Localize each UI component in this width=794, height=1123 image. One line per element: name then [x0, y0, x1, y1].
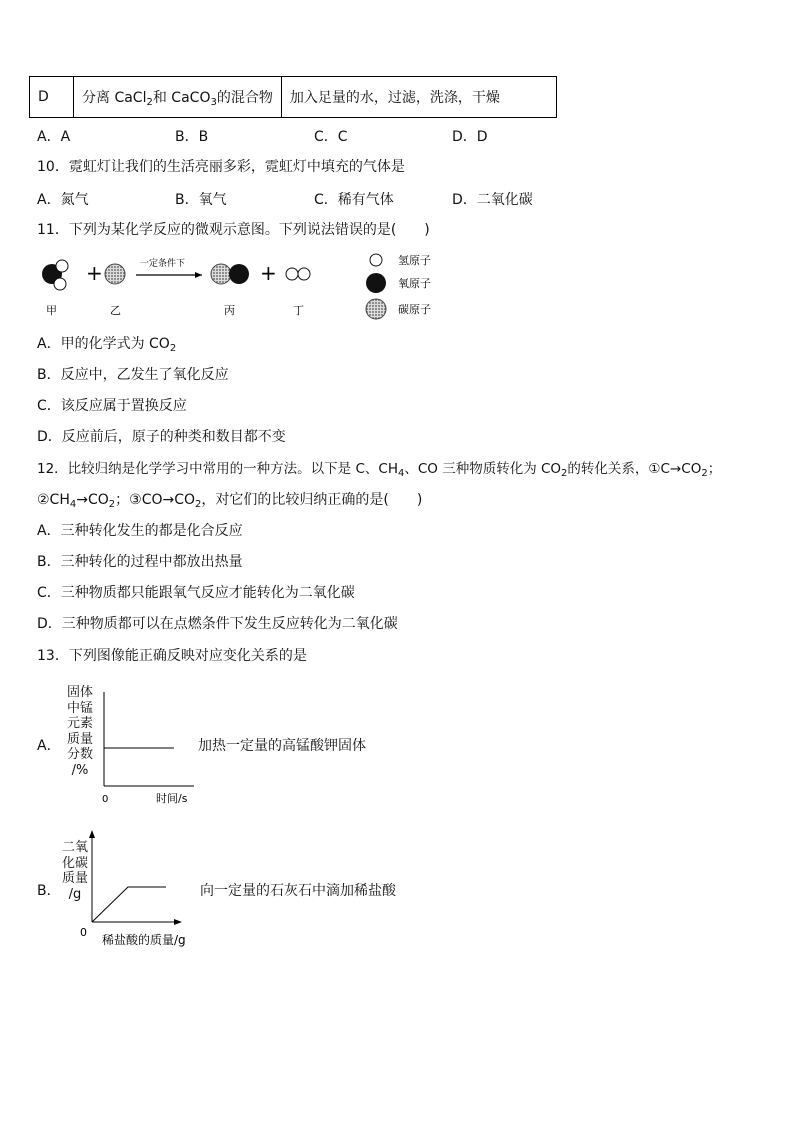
- q13-stem: 13．下列图像能正确反映对应变化关系的是: [37, 648, 307, 664]
- q12-stem-line1: 12．比较归纳是化学学习中常用的一种方法。以下是 C、$CH_4$、CO 三种物质转化为 $CO_2$的转化关系，$①C\to CO_2$；: [37, 461, 722, 479]
- graph-b: [78, 826, 208, 950]
- q9-option-b[interactable]: B．B: [175, 129, 209, 145]
- q11-option-c[interactable]: C．该反应属于置换反应: [37, 398, 187, 414]
- graph-b-ylabel: 二氧 化碳 质量 /g: [61, 840, 88, 902]
- legend-oxygen-icon: [366, 273, 386, 293]
- q11-option-b[interactable]: B．反应中，乙发生了氧化反应: [37, 367, 229, 383]
- arrowhead-icon: [195, 272, 202, 278]
- q9-option-a[interactable]: A．A: [37, 129, 71, 145]
- legend-carbon: 碳原子: [398, 303, 431, 316]
- q11-stem: 11．下列为某化学反应的微观示意图。下列说法错误的是( ): [37, 222, 430, 238]
- label-bing: 丙: [224, 304, 235, 317]
- label-ding: 丁: [293, 304, 304, 317]
- q10-option-a[interactable]: A．氮气: [37, 192, 89, 208]
- q12-option-c[interactable]: C．三种物质都只能跟氧气反应才能转化为二氧化碳: [37, 585, 355, 601]
- q10-options: [37, 189, 757, 207]
- graph-a-caption: 加热一定量的高锰酸钾固体: [198, 738, 366, 754]
- graph-b-caption: 向一定量的石灰石中滴加稀盐酸: [200, 883, 396, 899]
- row-method: 加入足量的水，过滤，洗涤，干燥: [281, 77, 556, 118]
- label-jia: 甲: [46, 304, 57, 317]
- legend-carbon-icon: [366, 299, 386, 319]
- q11-option-d[interactable]: D．反应前后，原子的种类和数目都不变: [37, 429, 286, 445]
- molecule-yi: [105, 264, 125, 284]
- q12-option-b[interactable]: B．三种转化的过程中都放出热量: [37, 554, 243, 570]
- q9-options: [37, 126, 757, 144]
- q12-stem-line2: $②CH_4\to CO_2$；$③CO\to CO_2$，对它们的比较归纳正确的是( ): [37, 492, 423, 510]
- reaction-condition: 一定条件下: [140, 259, 186, 269]
- q12-option-d[interactable]: D．三种物质都可以在点燃条件下发生反应转化为二氧化碳: [37, 616, 398, 632]
- legend-hydrogen: 氢原子: [398, 254, 431, 267]
- reaction-diagram: [30, 248, 470, 328]
- plus-sign: +: [260, 261, 277, 285]
- molecule-bing: [211, 264, 249, 284]
- legend-oxygen: 氧原子: [398, 277, 431, 290]
- q10-option-b[interactable]: B．氧气: [175, 192, 227, 208]
- graph-b-x-arrow-icon: [174, 919, 182, 925]
- row-purpose: 分离 CaCl$_2$和 CaCO$_3$的混合物: [74, 77, 282, 118]
- graph-b-origin: 0: [80, 926, 87, 939]
- molecule-jia: [42, 260, 68, 290]
- graph-a-ylabel: 固体 中锰 元素 质量 分数 /%: [66, 685, 93, 778]
- graph-a: [96, 690, 206, 810]
- graph-a-origin: 0: [102, 794, 109, 805]
- q13-option-a[interactable]: A．: [37, 738, 61, 754]
- q13-option-b[interactable]: B．: [37, 883, 61, 899]
- q10-option-c[interactable]: C．稀有气体: [314, 192, 394, 208]
- label-yi: 乙: [110, 304, 121, 317]
- graph-b-xlabel: 稀盐酸的质量/g: [102, 933, 186, 947]
- row-letter: D: [30, 77, 74, 118]
- molecule-ding: [286, 268, 310, 280]
- q9-option-c[interactable]: C．C: [314, 129, 348, 145]
- table-row: [30, 77, 557, 118]
- q9-option-d[interactable]: D．D: [452, 129, 488, 145]
- plus-sign: +: [86, 261, 103, 285]
- q10-stem: 10．霓虹灯让我们的生活亮丽多彩，霓虹灯中填充的气体是: [37, 159, 405, 175]
- legend-hydrogen-icon: [370, 254, 382, 266]
- graph-b-series-line: [92, 887, 166, 922]
- q11-option-a[interactable]: A．甲的化学式为 $CO_2$: [37, 336, 177, 354]
- q10-option-d[interactable]: D．二氧化碳: [452, 192, 533, 208]
- q12-option-a[interactable]: A．三种转化发生的都是化合反应: [37, 523, 243, 539]
- experiment-table: [29, 76, 557, 118]
- graph-b-y-arrow-icon: [89, 830, 95, 838]
- graph-a-xlabel: 时间/s: [156, 792, 188, 805]
